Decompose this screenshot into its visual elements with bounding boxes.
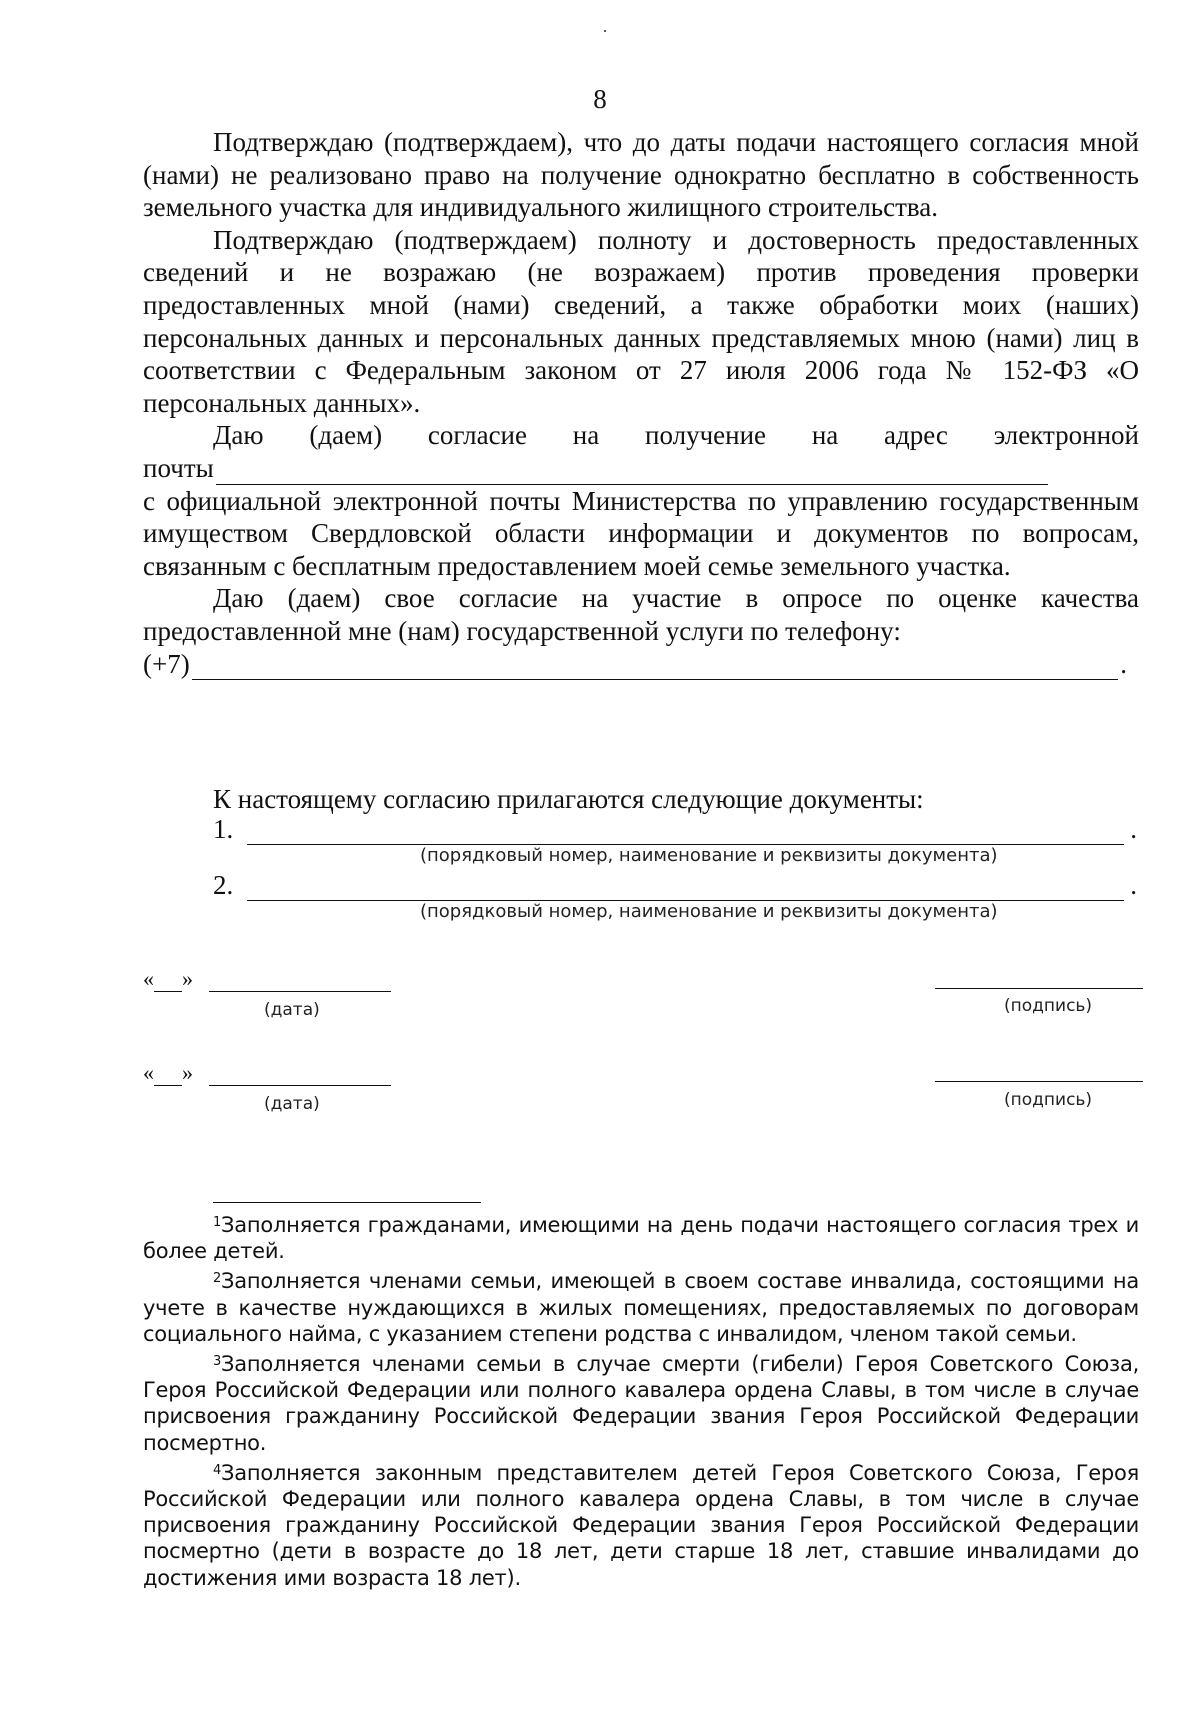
email-field-row — [143, 452, 1048, 485]
date-caption: (дата) — [264, 1094, 320, 1114]
footnote-mark: 1 — [213, 1215, 222, 1230]
paragraph-data-processing: Подтверждаю (подтверждаем) полноту и достоверность предоставленных сведений и не возражаю (не возражаем) против проведения проверки предоставленных мной (нами) сведений, а также обработки моих (наших) персональных данных и персональных данных представляемых мною (нами) лиц в соответствии с Федеральным законом от 27 июля 2006 года № 152-ФЗ «О персональных данных». — [143, 224, 1139, 418]
attachment-number: 1. — [213, 814, 234, 844]
signature-blank-line[interactable] — [935, 1080, 1143, 1082]
attachment-caption: (порядковый номер, наименование и реквизиты документа) — [420, 901, 998, 922]
date-field-2 — [143, 1060, 391, 1086]
date-blank[interactable] — [209, 1067, 391, 1086]
attachment-row-1 — [213, 814, 1137, 845]
footnote-text: Заполняется законным представителем детей Героя Советского Союза, Героя Российской Федерации или полного кавалера ордена Славы, в том числе в случае присвоения гражданину Российской Федерации звания Героя Российской Федерации посмертно (дети в возрасте до 18 лет, дети старше 18 лет, ставшие инвалидами до достижения ими возраста 18 лет). — [143, 1460, 1139, 1590]
page-number: 8 — [593, 84, 607, 114]
email-blank-line[interactable] — [216, 458, 1048, 485]
date-caption: (дата) — [264, 1000, 320, 1020]
footnote-separator — [213, 1202, 481, 1203]
quote-close: » — [182, 1060, 193, 1085]
signature-caption: (подпись) — [1004, 1090, 1093, 1110]
phone-blank-line[interactable] — [192, 653, 1119, 680]
footnote-text: Заполняется гражданами, имеющими на день подачи настоящего согласия трех и более детей. — [143, 1213, 1139, 1264]
footnote-text: Заполняется членами семьи, имеющей в своем составе инвалида, состоящими на учете в качестве нуждающихся в жилых помещениях, предоставляемых по договорам социального найма, с указанием степени родства с инвалидом, членом такой семьи. — [143, 1269, 1139, 1346]
attachment-number: 2. — [213, 870, 234, 900]
quote-open: « — [143, 966, 154, 991]
footnote-mark: 2 — [213, 1271, 222, 1287]
footnote-3 — [143, 1349, 1139, 1456]
attachment-end-period: . — [1130, 814, 1137, 844]
footnote-mark: 4 — [213, 1462, 222, 1478]
paragraph-email-consent-rest: с официальной электронной почты Министерства по управлению государственным имуществом Свердловской области информации и документов по вопросам, связанным с бесплатным предоставлением моей семье земельного участка. — [143, 485, 1139, 581]
footnote-2 — [143, 1266, 1139, 1347]
signature-blank-line[interactable] — [935, 987, 1143, 989]
email-label: почты — [143, 452, 214, 483]
date-blank[interactable] — [209, 973, 391, 992]
day-blank[interactable] — [154, 1067, 182, 1086]
date-field-1 — [143, 966, 391, 992]
attachment-end-period: . — [1130, 870, 1137, 900]
attachments-heading: К настоящему согласию прилагаются следующие документы: — [213, 784, 924, 814]
paragraph-survey-consent: Даю (даем) свое согласие на участие в опросе по оценке качества предоставленной мне (нам) государственной услуги по телефону: — [143, 583, 1139, 646]
footnote-mark: 3 — [213, 1354, 222, 1370]
signature-caption: (подпись) — [1004, 996, 1093, 1016]
attachment-caption: (порядковый номер, наименование и реквизиты документа) — [420, 845, 998, 866]
attachment-row-2 — [213, 870, 1137, 901]
phone-end-period: . — [1120, 648, 1127, 679]
paragraph-email-consent-line1: Даю (даем) согласие на получение на адрес электронной — [213, 420, 1139, 451]
footnote-1 — [143, 1210, 1139, 1264]
phone-field-row — [143, 648, 1127, 681]
scan-speck — [604, 30, 606, 32]
footnote-4 — [143, 1458, 1139, 1591]
paragraph-no-prior-land: Подтверждаю (подтверждаем), что до даты подачи настоящего согласия мной (нами) не реализовано право на получение однократно бесплатно в собственность земельного участка для индивидуального жилищного строительства. — [143, 127, 1139, 223]
footnote-text: Заполняется членами семьи в случае смерти (гибели) Героя Советского Союза, Героя Российской Федерации или полного кавалера ордена Славы, в том числе в случае присвоения гражданину Российской Федерации звания Героя Российской Федерации посмертно. — [143, 1352, 1139, 1455]
consent-body — [143, 126, 1139, 680]
quote-open: « — [143, 1060, 154, 1085]
attachment-blank-line[interactable] — [247, 820, 1124, 845]
day-blank[interactable] — [154, 973, 182, 992]
attachment-blank-line[interactable] — [247, 876, 1124, 901]
phone-prefix: (+7) — [143, 648, 190, 679]
quote-close: » — [182, 966, 193, 991]
footnotes — [143, 1210, 1139, 1591]
